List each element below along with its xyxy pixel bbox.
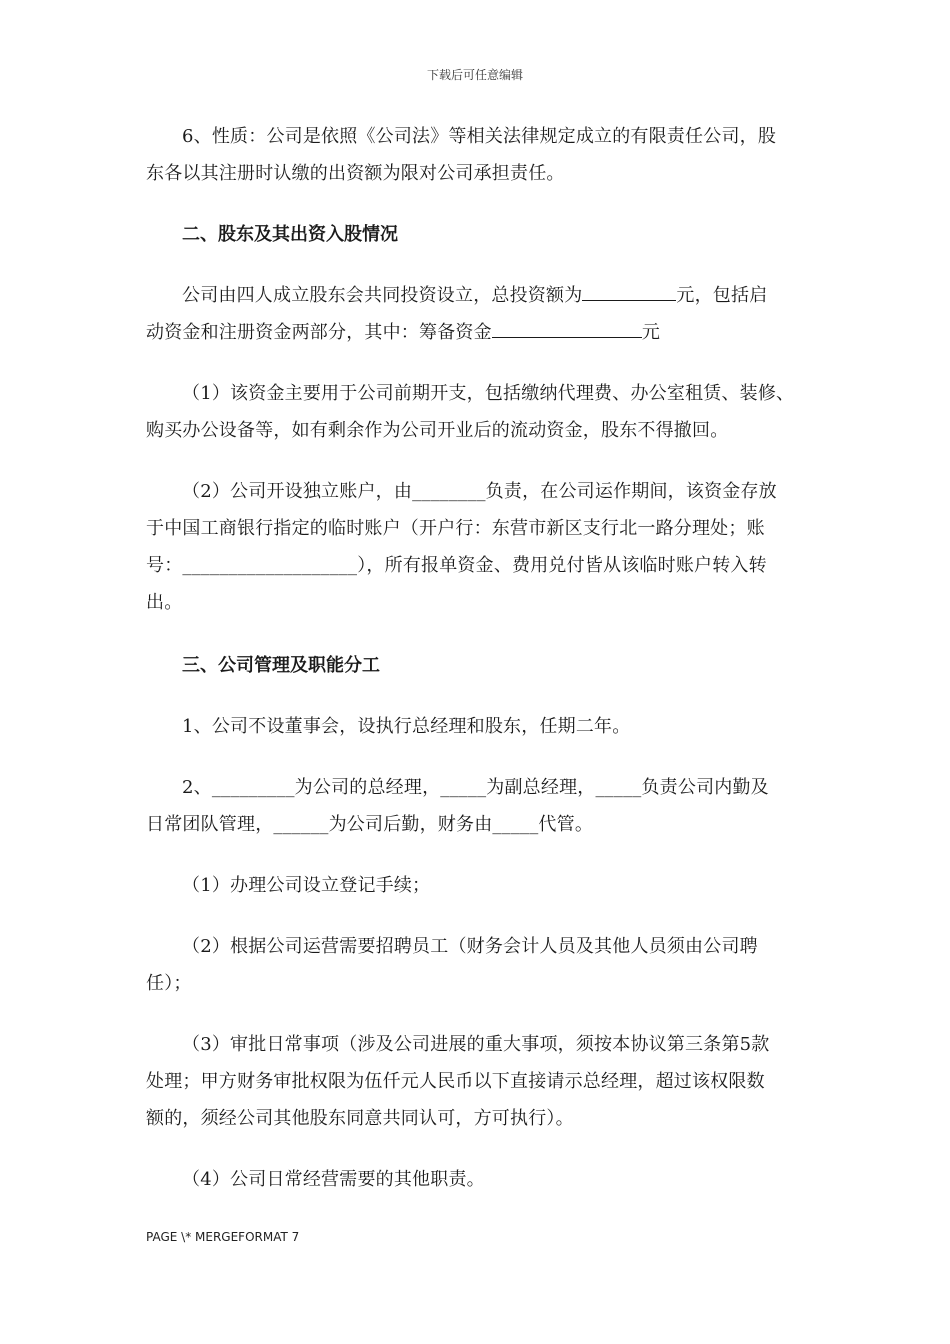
- paragraph-duty-2: [146, 928, 814, 965]
- paragraph-nature-cont: [146, 155, 814, 192]
- document-body: [146, 118, 814, 1198]
- text-line: （1）办理公司设立登记手续；: [182, 875, 431, 896]
- text-line: 任）；: [146, 973, 192, 994]
- section-title-shareholders: 二、股东及其出资入股情况: [182, 224, 398, 245]
- blank-finance: _____: [492, 814, 539, 835]
- text-line: 于中国工商银行指定的临时账户（开户行：东营市新区支行北一路分理处；账: [146, 518, 765, 539]
- paragraph-duty-1: [146, 867, 814, 904]
- page-footer: PAGE \* MERGEFORMAT 7: [146, 1230, 300, 1244]
- text-line: 处理；甲方财务审批权限为伍仟元人民币以下直接请示总经理，超过该权限数: [146, 1071, 765, 1092]
- text-line: 负责公司内勤及: [641, 777, 769, 798]
- paragraph-duty-3: [146, 1026, 814, 1063]
- text-line: （4）公司日常经营需要的其他职责。: [182, 1169, 485, 1190]
- paragraph-duty-2-cont: [146, 965, 814, 1002]
- blank-preparation-fund: [492, 315, 642, 338]
- text-line: 为公司的总经理，: [294, 777, 441, 798]
- blank-general-manager: _________: [211, 777, 295, 798]
- text-line: 购买办公设备等，如有剩余作为公司开业后的流动资金，股东不得撤回。: [146, 420, 729, 441]
- text-line: （1）该资金主要用于公司前期开支，包括缴纳代理费、办公室租赁、装修、: [182, 383, 795, 404]
- text-line: 为副总经理，: [486, 777, 596, 798]
- blank-total-investment: [582, 278, 676, 301]
- paragraph-item-2-cont2: [146, 547, 814, 584]
- paragraph-item-2-cont1: [146, 510, 814, 547]
- text-line: 出。: [146, 592, 183, 613]
- text-line: 1、公司不设董事会，设执行总经理和股东，任期二年。: [182, 716, 631, 737]
- text-line: （3）审批日常事项（涉及公司进展的重大事项，须按本协议第三条第5款: [182, 1034, 770, 1055]
- paragraph-mgmt-2-cont: [146, 806, 814, 843]
- page-header: 下载后可任意编辑: [426, 68, 523, 82]
- section-title-management: 三、公司管理及职能分工: [182, 655, 380, 676]
- paragraph-item-1: [146, 375, 814, 412]
- text-line: 负责，在公司运作期间，该资金存放: [485, 481, 777, 502]
- blank-logistics: ______: [273, 814, 329, 835]
- blank-account-number: ___________________: [182, 555, 358, 576]
- text-line: （2）公司开设独立账户，由: [182, 481, 413, 502]
- paragraph-investment-cont: [146, 314, 814, 351]
- paragraph-nature: [146, 118, 814, 155]
- text-line: 额的，须经公司其他股东同意共同认可，方可执行）。: [146, 1108, 574, 1129]
- text-line: 元，包括启: [676, 285, 768, 306]
- paragraph-investment: [146, 277, 814, 314]
- paragraph-mgmt-2: [146, 769, 814, 806]
- text-line: 2、: [182, 777, 212, 798]
- text-line: ），所有报单资金、费用兑付皆从该临时账户转入转: [357, 555, 767, 576]
- paragraph-duty-4: [146, 1161, 814, 1198]
- paragraph-duty-3-cont2: [146, 1100, 814, 1137]
- blank-deputy-manager: _____: [440, 777, 487, 798]
- text-line: （2）根据公司运营需要招聘员工（财务会计人员及其他人员须由公司聘: [182, 936, 758, 957]
- text-line: 元: [641, 322, 661, 343]
- text-line: 日常团队管理，: [146, 814, 274, 835]
- text-line: 公司由四人成立股东会共同投资设立，总投资额为: [182, 285, 583, 306]
- text-line: 6、性质：公司是依照《公司法》等相关法律规定成立的有限责任公司，股: [182, 126, 777, 147]
- paragraph-item-2: [146, 473, 814, 510]
- text-line: 号：: [146, 555, 183, 576]
- text-line: 动资金和注册资金两部分，其中：筹备资金: [146, 322, 492, 343]
- paragraph-item-1-cont: [146, 412, 814, 449]
- blank-internal-affairs: _____: [595, 777, 642, 798]
- paragraph-mgmt-1: [146, 708, 814, 745]
- blank-responsible: ________: [412, 481, 486, 502]
- text-line: 代管。: [538, 814, 594, 835]
- text-line: 东各以其注册时认缴的出资额为限对公司承担责任。: [146, 163, 565, 184]
- text-line: 为公司后勤，财务由: [328, 814, 493, 835]
- paragraph-item-2-cont3: [146, 584, 814, 621]
- paragraph-duty-3-cont1: [146, 1063, 814, 1100]
